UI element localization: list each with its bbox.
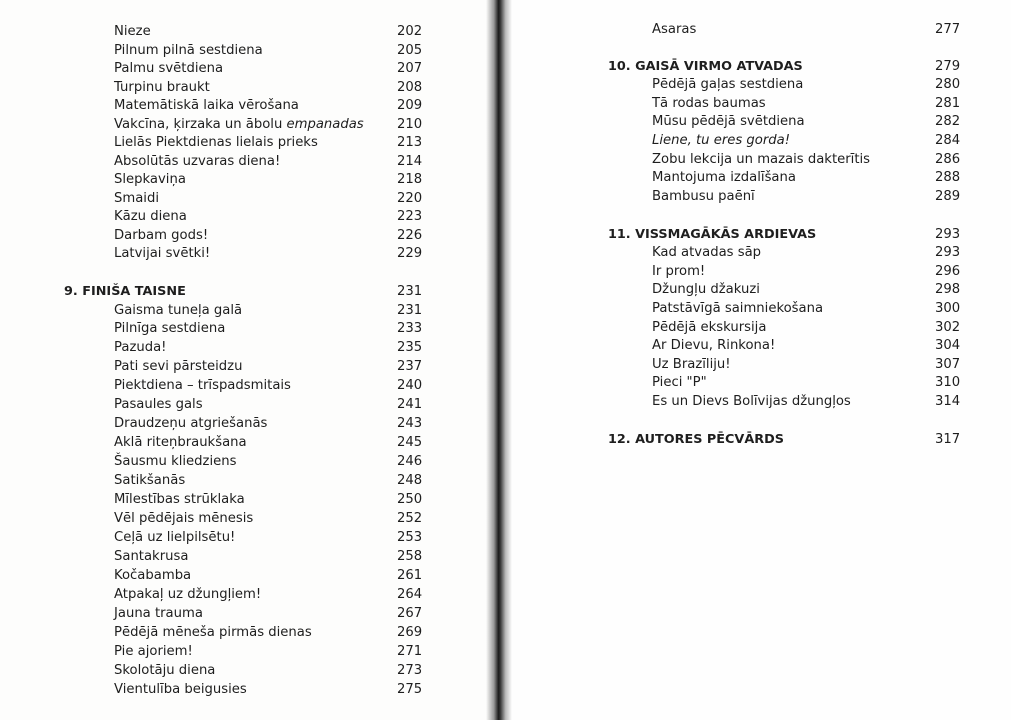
toc-entry-page: 302 <box>935 320 961 335</box>
toc-entry <box>652 299 962 318</box>
toc-entry-title: Turpinu braukt <box>114 79 210 95</box>
toc-entry <box>652 150 962 169</box>
toc-entry-title: Bambusu paēnī <box>652 189 755 204</box>
toc-entry-page: 205 <box>397 42 423 58</box>
toc-entry-page: 284 <box>935 133 961 148</box>
toc-entry-page: 298 <box>935 282 961 297</box>
toc-entry <box>652 243 962 262</box>
toc-entry-page: 280 <box>935 77 961 92</box>
toc-entry-title: Atpakaļ uz džungļiem! <box>114 587 262 602</box>
toc-entry-title: Pazuda! <box>114 340 167 355</box>
toc-entry-title: Džungļu džakuzi <box>652 282 760 297</box>
toc-entry-page: 258 <box>397 549 423 564</box>
toc-entry-page: 237 <box>397 359 423 374</box>
toc-entry-title: Kočabamba <box>114 568 192 583</box>
toc-entry-title: Piektdiena – trīspadsmitais <box>114 378 291 393</box>
chapter-title: 9. FINIŠA TAISNE <box>64 284 186 299</box>
toc-entry-title: Tā rodas baumas <box>652 96 766 111</box>
toc-entry-page: 226 <box>397 227 423 243</box>
toc-entry-title: Pēdējā gaļas sestdiena <box>652 77 804 92</box>
toc-entry-page: 289 <box>935 189 961 204</box>
toc-entry-page: 286 <box>935 152 961 167</box>
toc-entry <box>652 112 962 131</box>
toc-entry-title: Vientulība beigusies <box>114 682 247 697</box>
toc-entry-title: Ir prom! <box>652 264 706 279</box>
toc-entry-title: Santakrusa <box>114 549 189 564</box>
toc-entry <box>652 131 962 150</box>
toc-entry-title: Es un Dievs Bolīvijas džungļos <box>652 394 851 409</box>
toc-entry-page: 241 <box>397 397 423 412</box>
toc-entry <box>652 75 962 94</box>
toc-entry-page: 240 <box>397 378 423 393</box>
toc-entry-title: Slepkaviņa <box>114 172 186 187</box>
toc-entry-page: 269 <box>397 625 423 640</box>
toc-entry-page: 314 <box>935 394 961 409</box>
toc-entry-page: 281 <box>935 96 961 111</box>
toc-entry-page: 300 <box>935 301 961 316</box>
toc-entry-title: Mantojuma izdalīšana <box>652 170 796 185</box>
toc-entry-page: 273 <box>397 663 423 678</box>
toc-entry-title: Smaidi <box>114 190 159 206</box>
toc-entry-page: 223 <box>397 209 423 224</box>
toc-entry-page: 253 <box>397 530 423 545</box>
toc-entry-title: Uz Brazīliju! <box>652 357 731 372</box>
chapter-heading <box>608 225 962 244</box>
toc-entry-page: 209 <box>397 98 423 113</box>
toc-entry-page: 235 <box>397 340 423 355</box>
toc-entry-page: 296 <box>935 264 961 279</box>
toc-entry-page: 229 <box>397 246 423 261</box>
toc-entry-page: 250 <box>397 492 423 507</box>
toc-entry-page: 264 <box>397 587 423 602</box>
toc-entry-title: Mīlestības strūklaka <box>114 492 245 507</box>
toc-entry-title: Pie ajoriem! <box>114 644 193 659</box>
toc-entry-page: 243 <box>397 416 423 431</box>
toc-entry-title: Palmu svētdiena <box>114 61 224 76</box>
toc-entry <box>652 280 962 299</box>
toc-entry <box>652 187 962 206</box>
toc-entry-title: Darbam gods! <box>114 227 209 243</box>
toc-entry <box>652 355 962 374</box>
toc-entry-page: 214 <box>397 153 423 169</box>
toc-entry-title: Nieze <box>114 24 151 39</box>
toc-entry-title: Skolotāju diena <box>114 663 216 678</box>
toc-entry-title: Pasaules gals <box>114 397 203 412</box>
chapter-page: 293 <box>935 227 961 242</box>
toc-entry-title: Zobu lekcija un mazais dakterītis <box>652 152 871 167</box>
toc-entry <box>652 373 962 392</box>
toc-entry-page: 233 <box>397 321 423 336</box>
toc-entry-title: Vēl pēdējais mēnesis <box>114 511 254 526</box>
toc-entry-page: 288 <box>935 170 961 185</box>
toc-entry-title: Satikšanās <box>114 473 186 488</box>
chapter-title: 10. GAISĀ VIRMO ATVADAS <box>608 59 803 74</box>
chapter-page: 317 <box>935 432 961 447</box>
toc-entry-title: Aklā riteņbraukšana <box>114 435 247 450</box>
toc-entry-page: 245 <box>397 435 423 450</box>
toc-entry-page: 218 <box>397 172 423 187</box>
toc-entry <box>652 168 962 187</box>
toc-entry-title: Draudzeņu atgriešanās <box>114 416 268 431</box>
toc-entry-page: 231 <box>397 302 423 318</box>
toc-entry-page: 271 <box>397 644 423 659</box>
toc-entry-title: Jauna trauma <box>114 606 203 621</box>
toc-entry-page: 293 <box>935 245 961 260</box>
toc-entry-title: Ceļā uz lielpilsētu! <box>114 530 236 545</box>
toc-entry-title-italic: empanadas <box>286 116 364 132</box>
toc-entry-page: 202 <box>397 24 423 39</box>
toc-entry <box>652 336 962 355</box>
toc-entry-title: Kāzu diena <box>114 209 187 224</box>
chapter-title: 12. AUTORES PĒCVĀRDS <box>608 432 784 447</box>
toc-entry-page: 248 <box>397 473 423 488</box>
toc-entry-title: Pēdējā mēneša pirmās dienas <box>114 625 312 640</box>
toc-entry-page: 246 <box>397 454 423 469</box>
toc-entry-page: 213 <box>397 135 423 150</box>
toc-entry-title: Matemātiskā laika vērošana <box>114 98 299 113</box>
toc-entry-page: 210 <box>397 116 423 132</box>
toc-entry-title: Kad atvadas sāp <box>652 245 762 260</box>
toc-entry-title: Šausmu kliedziens <box>114 454 237 469</box>
toc-entry-page: 310 <box>935 375 961 390</box>
toc-entry-page: 261 <box>397 568 423 583</box>
toc-entry-page: 252 <box>397 511 423 526</box>
toc-entry-page: 275 <box>397 682 423 697</box>
toc-entry-page: 282 <box>935 114 961 129</box>
toc-entry-title: Pilnīga sestdiena <box>114 321 226 336</box>
toc-entry-page: 267 <box>397 606 423 621</box>
toc-entry <box>652 262 962 281</box>
toc-entry-page: 208 <box>397 79 423 95</box>
toc-entry-title: Pati sevi pārsteidzu <box>114 359 243 374</box>
toc-entry <box>652 94 962 113</box>
chapter-page: 279 <box>935 59 961 74</box>
toc-entry-title: Ar Dievu, Rinkona! <box>652 338 776 353</box>
toc-entry-title: Absolūtās uzvaras diena! <box>114 153 281 169</box>
toc-entry-title: Liene, tu eres gorda! <box>652 133 791 148</box>
toc-entry <box>652 20 962 39</box>
toc-entry-title: Pieci "P" <box>652 375 707 390</box>
chapter-page: 231 <box>397 284 423 299</box>
toc-entry-page: 220 <box>397 190 423 206</box>
chapter-title: 11. VISSMAGĀKĀS ARDIEVAS <box>608 227 817 242</box>
toc-entry-page: 207 <box>397 61 423 76</box>
toc-entry-title: Gaisma tuneļa galā <box>114 302 243 318</box>
toc-entry-title: Latvijai svētki! <box>114 246 211 261</box>
toc-entry-title: Pēdējā ekskursija <box>652 320 767 335</box>
toc-entry-title: Patstāvīgā saimniekošana <box>652 301 824 316</box>
toc-entry-title-text: Vakcīna, ķirzaka un ābolu <box>114 116 287 132</box>
toc-entry-page: 277 <box>935 22 961 37</box>
toc-entry <box>652 392 962 411</box>
toc-entry-page: 304 <box>935 338 961 353</box>
toc-entry-title: Lielās Piektdienas lielais prieks <box>114 135 318 150</box>
toc-entry-title: Mūsu pēdējā svētdiena <box>652 114 805 129</box>
toc-entry-title: Asaras <box>652 22 697 37</box>
chapter-heading <box>608 57 962 76</box>
toc-entry-title: Pilnum pilnā sestdiena <box>114 42 263 58</box>
toc-entry <box>652 318 962 337</box>
chapter-heading <box>608 430 962 449</box>
toc-entry-page: 307 <box>935 357 961 372</box>
